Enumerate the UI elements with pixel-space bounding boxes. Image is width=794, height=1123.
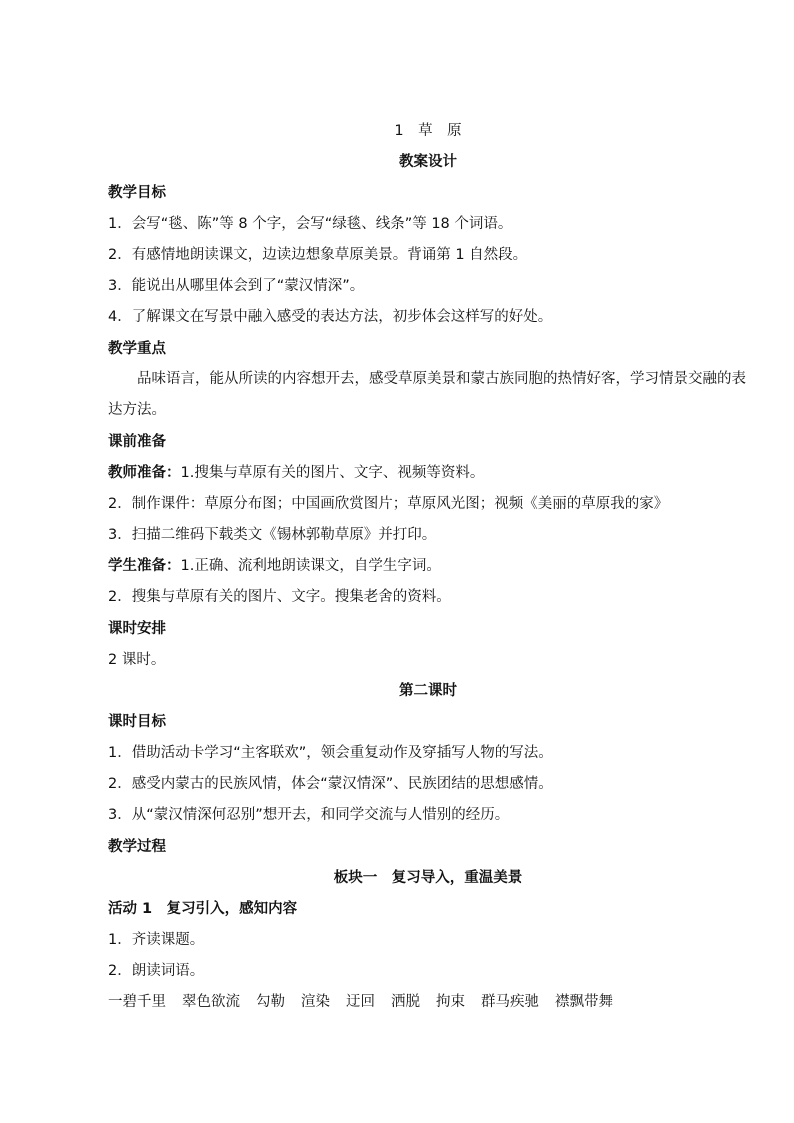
goal-item-2: 2．有感情地朗读课文，边读边想象草原美景。背诵第 1 自然段。 xyxy=(108,247,528,263)
goal-item-3: 3．能说出从哪里体会到了“蒙汉情深”。 xyxy=(108,278,365,294)
process-heading: 教学过程 xyxy=(108,839,166,855)
lesson-goal-item-2: 2．感受内蒙古的民族风情，体会“蒙汉情深”、民族团结的思想感情。 xyxy=(108,776,553,792)
vocab-list xyxy=(108,992,748,1012)
student-prep-item-2: 2．搜集与草原有关的图片、文字。搜集老舍的资料。 xyxy=(108,589,451,605)
vocab-word: 渲染 xyxy=(301,994,330,1010)
lesson-goals-heading: 课时目标 xyxy=(108,714,166,730)
block1-heading: 板块一 复习导入，重温美景 xyxy=(333,870,523,886)
vocab-word: 翠色欲流 xyxy=(182,994,240,1010)
vocab-word: 勾勒 xyxy=(256,994,285,1010)
teacher-prep-item-2: 2．制作课件：草原分布图；中国画欣赏图片；草原风光图；视频《美丽的草原我的家》 xyxy=(108,496,669,512)
key-text: 品味语言，能从所读的内容想开去，感受草原美景和蒙古族同胞的热情好客，学习情景交融的表达方法。 xyxy=(108,371,746,418)
vocab-word: 群马疾驰 xyxy=(481,994,539,1010)
activity1-step-1: 1．齐读课题。 xyxy=(108,932,205,948)
vocab-word: 襟飘带舞 xyxy=(555,994,613,1010)
lesson-goal-item-3: 3．从“蒙汉情深何忍别”想开去，和同学交流与人惜别的经历。 xyxy=(108,807,510,823)
lesson2-heading: 第二课时 xyxy=(399,683,457,699)
key-heading: 教学重点 xyxy=(108,341,166,357)
schedule-heading: 课时安排 xyxy=(108,621,166,637)
teacher-prep-line-1 xyxy=(108,463,748,483)
goal-item-4: 4．了解课文在写景中融入感受的表达方法，初步体会这样写的好处。 xyxy=(108,309,553,325)
teacher-prep-label: 教师准备： xyxy=(108,465,181,481)
activity1-heading: 活动 1 复习引入，感知内容 xyxy=(108,901,298,917)
teacher-prep-item-3: 3．扫描二维码下载类文《锡林郭勒草原》并打印。 xyxy=(108,527,437,543)
student-prep-label: 学生准备： xyxy=(108,558,181,574)
lesson-title: 1 草 原 xyxy=(394,123,462,139)
teacher-prep-item-1: 1.搜集与草原有关的图片、文字、视频等资料。 xyxy=(180,465,485,481)
schedule-text: 2 课时。 xyxy=(108,652,166,668)
document-subtitle: 教案设计 xyxy=(399,154,457,170)
vocab-word: 拘束 xyxy=(436,994,465,1010)
student-prep-line-1 xyxy=(108,556,748,576)
student-prep-item-1: 1.正确、流利地朗读课文，自学生字词。 xyxy=(180,558,441,574)
vocab-word: 迂回 xyxy=(346,994,375,1010)
prep-heading: 课前准备 xyxy=(108,434,166,450)
lesson-goal-item-1: 1．借助活动卡学习“主客联欢”，领会重复动作及穿插写人物的写法。 xyxy=(108,745,553,761)
vocab-word: 洒脱 xyxy=(391,994,420,1010)
goal-item-1: 1．会写“毯、陈”等 8 个字，会写“绿毯、线条”等 18 个词语。 xyxy=(108,216,513,232)
vocab-word: 一碧千里 xyxy=(108,994,166,1010)
goals-heading: 教学目标 xyxy=(108,185,166,201)
activity1-step-2: 2．朗读词语。 xyxy=(108,963,205,979)
